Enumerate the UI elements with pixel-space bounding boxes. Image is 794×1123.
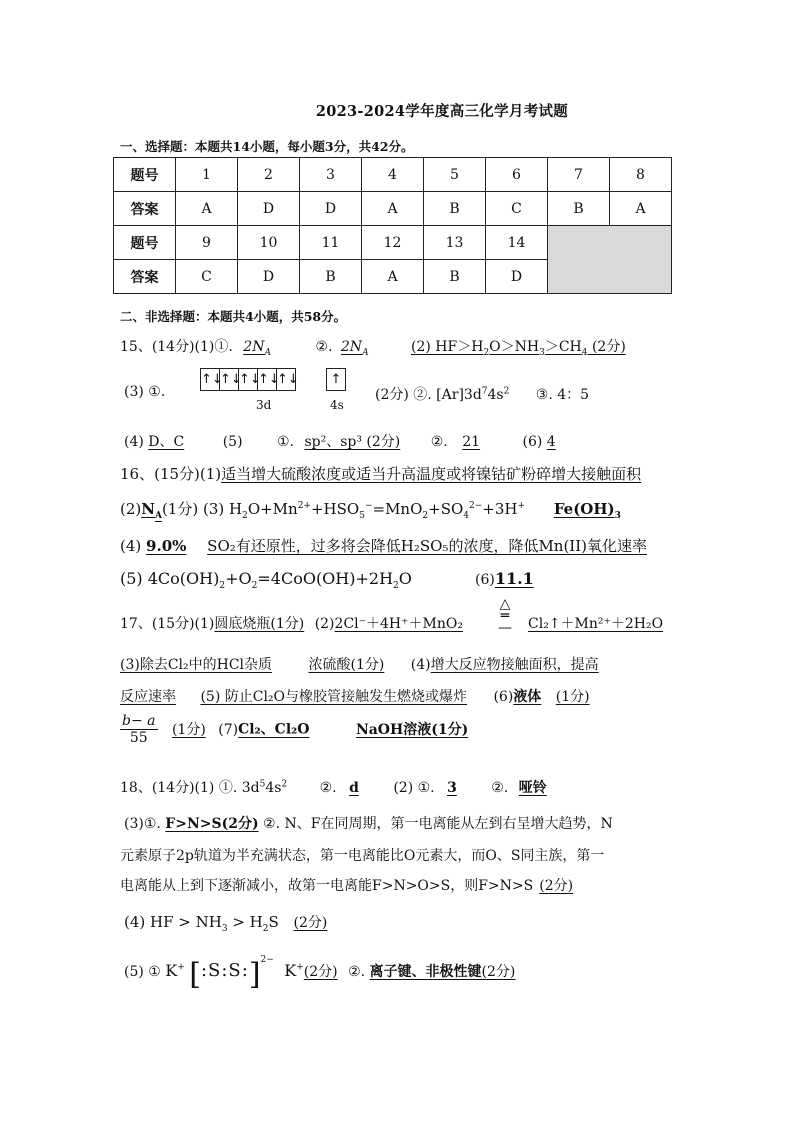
label-3d: 3d xyxy=(256,398,272,412)
table-cell: 10 xyxy=(238,226,300,260)
q16-line-1: 16、(15分)(1)适当增大硫酸浓度或适当升高温度或将镍钴矿粉碎增大接触面积 xyxy=(120,465,642,483)
table-cell: B xyxy=(424,260,486,294)
table-cell: 7 xyxy=(548,158,610,192)
row-label: 答案 xyxy=(114,192,176,226)
orbital-3d-box xyxy=(200,368,299,391)
q18-line-4: 电离能从上到下逐渐减小，故第一电离能F>N>O>S，则F>N>S (2分) xyxy=(120,878,574,894)
q15-head: 15、(14分)(1)①. xyxy=(120,339,233,355)
table-cell: A xyxy=(610,192,672,226)
table-cell: 11 xyxy=(300,226,362,260)
table-cell: C xyxy=(486,192,548,226)
orbital-4s: ↑ xyxy=(326,368,346,391)
table-cell: 2 xyxy=(238,158,300,192)
table-cell: B xyxy=(424,192,486,226)
table-cell: 13 xyxy=(424,226,486,260)
q17-product: Cl₂↑＋Mn²⁺＋2H₂O xyxy=(528,616,664,632)
q18-line-3: 元素原子2p轨道为半充满状态，第一电离能比O元素大，而O、S同主族，第一 xyxy=(120,848,605,864)
table-cell: A xyxy=(362,192,424,226)
q15-label-2: ②. xyxy=(315,339,333,355)
table-cell: 1 xyxy=(176,158,238,192)
q17-line-3: 反应速率 (5) 防止Cl₂O与橡胶管接触发生燃烧或爆炸 (6)液体 (1分) xyxy=(120,689,590,705)
blank-cell xyxy=(548,226,672,294)
row-label: 题号 xyxy=(114,226,176,260)
q15-line-2-rest: (2分) ②. $[Ar]3d^74s^2$ ③. 4：5 xyxy=(375,386,590,403)
electron-dot-formula: :S:S: xyxy=(200,960,249,981)
table-cell: 5 xyxy=(424,158,486,192)
table-cell: 14 xyxy=(486,226,548,260)
q17-line-2: (3)除去Cl₂中的HCl杂质 浓硫酸(1分) (4)增大反应物接触面积，提高 xyxy=(120,657,599,673)
table-row xyxy=(114,226,672,260)
q15-answer-1: $2N_A$ xyxy=(243,339,271,358)
q16-answer-feoh: $Fe(OH)_3$ xyxy=(553,500,621,521)
table-cell: A xyxy=(176,192,238,226)
q17-line-4: $\frac{b- a}{55}$ (1分) (7)Cl₂、Cl₂O NaOH溶液(1分) xyxy=(122,713,469,746)
table-cell: 12 xyxy=(362,226,424,260)
row-label: 答案 xyxy=(114,260,176,294)
table-cell: D xyxy=(238,192,300,226)
table-cell: D xyxy=(486,260,548,294)
q18-line-2: (3)①. F>N>S(2分) ②. N、F在同周期，第一电离能从左到右呈增大趋势，N xyxy=(124,816,613,832)
fraction: $\frac{b- a}{55}$ xyxy=(122,713,156,746)
label-4s: 4s xyxy=(330,398,344,412)
q18-line-5: (4) HF > $NH_3 > H_2S$ (2分) xyxy=(124,913,328,934)
q17-line-1: 17、(15分)(1)圆底烧瓶(1分) (2)2Cl⁻＋4H⁺＋MnO₂ xyxy=(120,616,463,632)
table-cell: A xyxy=(362,260,424,294)
q15-answer-3: (2) $HF>H_2O>NH_3>CH_4$ (2分) xyxy=(411,339,626,358)
table-cell: 8 xyxy=(610,158,672,192)
section-2-heading: 二、非选择题：本题共4小题，共58分。 xyxy=(120,309,347,324)
row-label: 题号 xyxy=(114,158,176,192)
table-cell: 4 xyxy=(362,158,424,192)
q18-line-1: 18、(14分)(1) ①. $3d^54s^2$ ②. d (2) ①. 3 ②. 哑铃 xyxy=(120,779,547,796)
table-cell: D xyxy=(238,260,300,294)
table-cell: C xyxy=(176,260,238,294)
q16-line-2: $(2)N_A(1$分) (3) $H_2O+Mn^{2+}+HSO_5^-=MnO_2+SO_4^{2-}+3H^+$ $Fe(OH)_3$ xyxy=(120,500,621,521)
orbital-4s-box xyxy=(326,368,346,391)
section-1-heading: 一、选择题：本题共14小题，每小题3分，共42分。 xyxy=(120,139,414,154)
q16-line-4: (5) $4Co(OH)_2+O_2=4CoO(OH)+2H_2O$ (6)11.1 xyxy=(120,569,534,592)
table-cell: 9 xyxy=(176,226,238,260)
table-cell: D xyxy=(300,192,362,226)
q18-line-6: (5) ① K+ [:S:S:]$^{2-}$ K+(2分) ②. 离子键、非极性键(2分) xyxy=(124,955,516,992)
table-cell: 6 xyxy=(486,158,548,192)
table-row xyxy=(114,158,672,192)
q15-line-3: (4) D、C (5) ①. sp²、sp³ (2分) ②. 21 (6) 4 xyxy=(124,434,556,450)
table-cell: 3 xyxy=(300,158,362,192)
table-row xyxy=(114,192,672,226)
table-cell: B xyxy=(548,192,610,226)
orbital-3d: ↑↓ ↑↓ ↑↓ ↑↓ ↑↓ xyxy=(200,368,296,391)
answer-table xyxy=(113,157,672,294)
q16-line-3: (4) 9.0% SO₂有还原性，过多将会降低H₂SO₅的浓度，降低Mn(II)氧化速率 xyxy=(120,537,648,555)
table-cell: B xyxy=(300,260,362,294)
page-title: 2023-2024学年度高三化学月考试题 xyxy=(315,103,569,120)
heating-equilibrium-icon: △ ═ — xyxy=(498,596,512,636)
q15-line-2-label: (3) ①. xyxy=(124,384,166,400)
q15-line-1 xyxy=(120,336,638,358)
q15-answer-2: $2N_A$ xyxy=(340,339,369,358)
